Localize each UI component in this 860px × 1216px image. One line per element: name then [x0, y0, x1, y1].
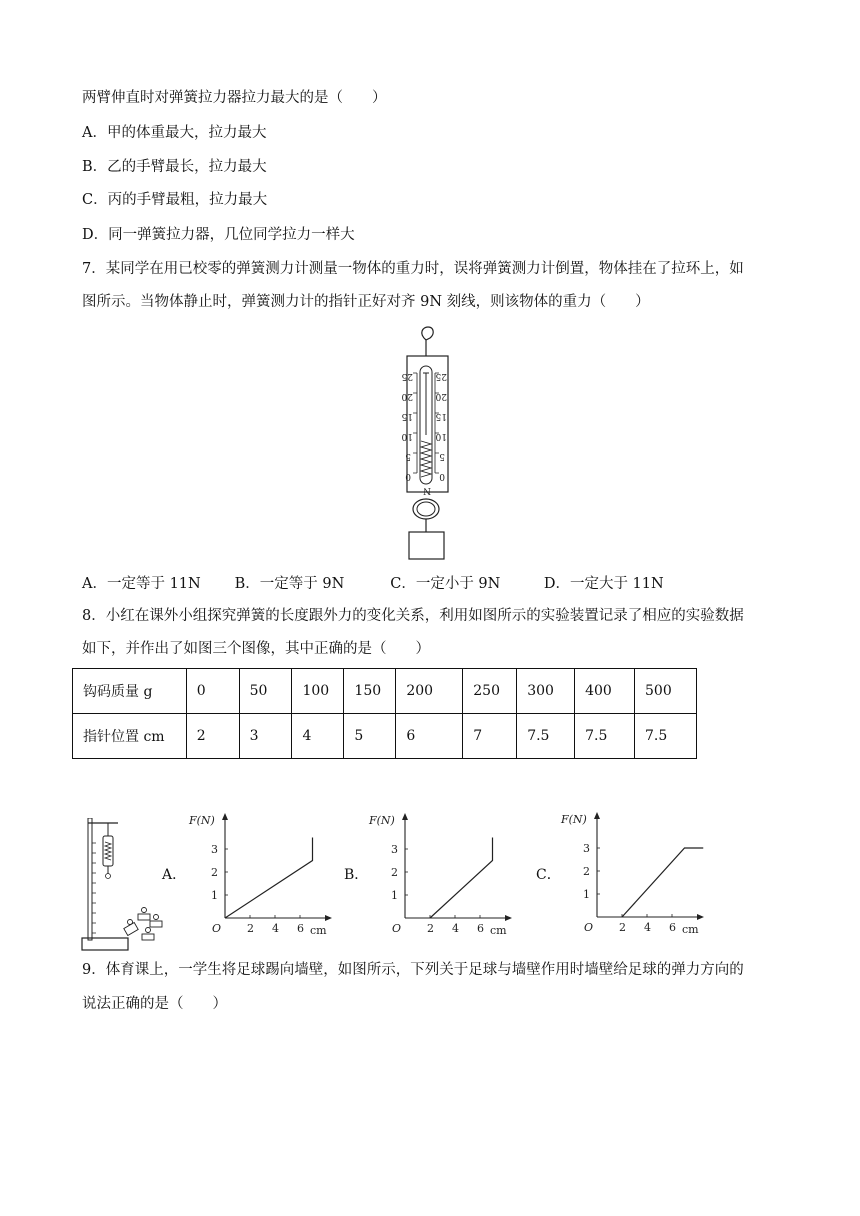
table-cell: 7.5: [635, 714, 697, 759]
question-8-line-1: 8．小红在课外小组探究弹簧的长度跟外力的变化关系，利用如图所示的实验装置记录了相应的实验数据: [82, 608, 744, 624]
scale-unit: N: [423, 485, 431, 495]
x-tick-label: 4: [452, 922, 459, 935]
origin-label: O: [392, 922, 402, 935]
scale-right-20: 20: [435, 391, 447, 401]
table-cell: 150: [344, 669, 396, 714]
scale-left-0: 0: [405, 471, 411, 481]
table-cell: 50: [239, 669, 292, 714]
table-cell: 钩码质量 g: [73, 669, 187, 714]
text-line: 两臂伸直时对弹簧拉力器拉力最大的是（ ）: [82, 90, 387, 106]
scale-left-25: 25: [401, 371, 413, 381]
y-axis-label: F(N): [369, 814, 395, 827]
table-cell: 6: [396, 714, 463, 759]
question-8-line-2: 如下，并作出了如图三个图像，其中正确的是（ ）: [82, 641, 430, 657]
table-cell: 7: [463, 714, 517, 759]
q7-option-a: A．一定等于 11N: [82, 576, 201, 592]
x-tick-label: 4: [644, 921, 651, 934]
y-tick-label: 3: [583, 842, 590, 855]
question-9-line-1: 9．体育课上，一学生将足球踢向墙壁，如图所示，下列关于足球与墙壁作用时墙壁给足球的弹力方向的: [82, 962, 744, 978]
x-tick-label: 2: [247, 922, 254, 935]
option-c: C．丙的手臂最粗，拉力最大: [82, 192, 268, 208]
series-line: [622, 848, 703, 917]
table-cell: 5: [344, 714, 396, 759]
scale-left-5: 5: [405, 451, 411, 461]
table-cell: 7.5: [517, 714, 575, 759]
y-axis-label: F(N): [189, 814, 215, 827]
scale-right-15: 15: [435, 411, 447, 421]
scale-right-10: 10: [435, 431, 447, 441]
x-tick-label: 6: [669, 921, 676, 934]
question-7-line-1: 7．某同学在用已校零的弹簧测力计测量一物体的重力时，误将弹簧测力计倒置，物体挂在了拉环上，如: [82, 261, 744, 277]
x-axis-label: cm: [682, 923, 699, 936]
y-tick-label: 3: [391, 843, 398, 856]
scale-left-20: 20: [401, 391, 413, 401]
x-tick-label: 4: [272, 922, 279, 935]
q7-option-b: B．一定等于 9N: [234, 576, 345, 592]
x-tick-label: 6: [477, 922, 484, 935]
question-9-line-2: 说法正确的是（ ）: [82, 996, 227, 1012]
table-cell: 7.5: [575, 714, 635, 759]
graph-c-label: C．: [536, 867, 561, 883]
scale-right-0: 0: [439, 471, 445, 481]
y-axis-arrow: [594, 812, 600, 819]
scale-right-25: 25: [435, 371, 447, 381]
table-cell: 2: [186, 714, 239, 759]
q7-option-c: C．一定小于 9N: [390, 576, 501, 592]
graph-a-label: A．: [162, 867, 187, 883]
y-tick-label: 1: [211, 889, 218, 902]
question-7-line-2: 图所示。当物体静止时，弹簧测力计的指针正好对齐 9N 刻线，则该物体的重力（ ）: [82, 294, 650, 310]
table-cell: 0: [186, 669, 239, 714]
x-axis-label: cm: [490, 924, 507, 937]
y-tick-label: 2: [211, 866, 218, 879]
y-tick-label: 2: [391, 866, 398, 879]
table-cell: 250: [463, 669, 517, 714]
graph-b-label: B．: [344, 867, 369, 883]
scale-left-15: 15: [401, 411, 413, 421]
x-tick-label: 2: [619, 921, 626, 934]
x-axis-label: cm: [310, 924, 327, 937]
origin-label: O: [212, 922, 222, 935]
origin-label: O: [584, 921, 594, 934]
x-tick-label: 2: [427, 922, 434, 935]
y-tick-label: 1: [391, 889, 398, 902]
table-cell: 500: [635, 669, 697, 714]
x-axis-arrow: [697, 914, 704, 920]
q7-option-d: D．一定大于 11N: [543, 576, 664, 592]
table-cell: 300: [517, 669, 575, 714]
table-cell: 4: [292, 714, 344, 759]
option-d: D．同一弹簧拉力器，几位同学拉力一样大: [82, 227, 355, 243]
y-tick-label: 1: [583, 888, 590, 901]
table-cell: 200: [396, 669, 463, 714]
table-cell: 指针位置 cm: [73, 714, 187, 759]
table-cell: 3: [239, 714, 292, 759]
table-cell: 100: [292, 669, 344, 714]
table-cell: 400: [575, 669, 635, 714]
y-tick-label: 3: [211, 843, 218, 856]
scale-left-10: 10: [401, 431, 413, 441]
option-b: B．乙的手臂最长，拉力最大: [82, 159, 267, 175]
x-tick-label: 6: [297, 922, 304, 935]
y-axis-label: F(N): [561, 813, 587, 826]
option-a: A．甲的体重最大，拉力最大: [82, 125, 267, 141]
scale-right-5: 5: [439, 451, 445, 461]
y-tick-label: 2: [583, 865, 590, 878]
